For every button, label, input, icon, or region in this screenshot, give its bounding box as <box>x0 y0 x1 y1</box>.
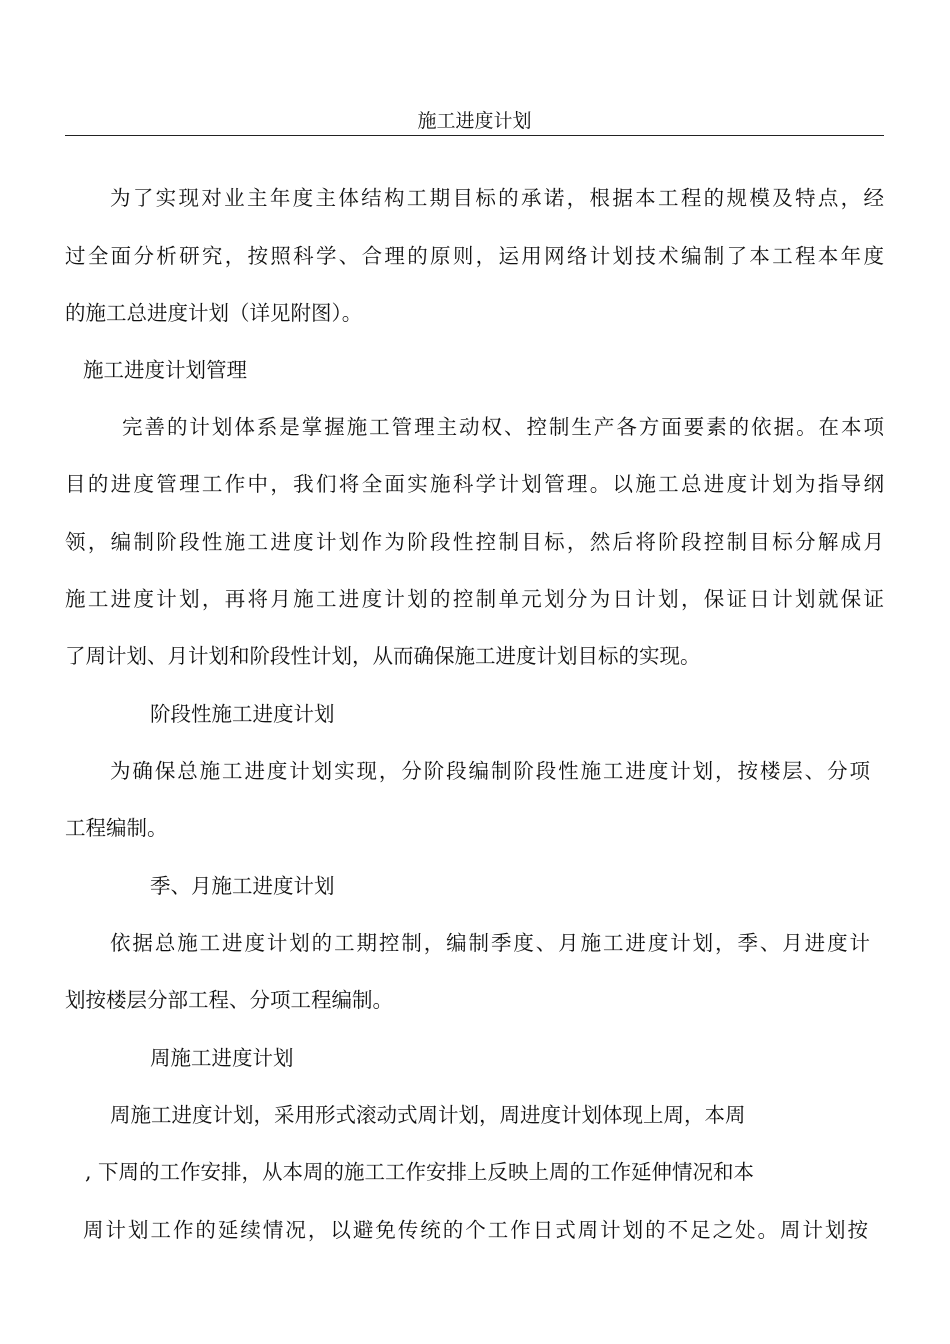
week-line-2: , 下周的工作安排，从本周的施工工作安排上反映上周的工作延伸情况和本 <box>85 1160 755 1184</box>
section-heading-management: 施工进度计划管理 <box>83 358 247 382</box>
phase-line-1: 为确保总施工进度计划实现，分阶段编制阶段性施工进度计划，按楼层、分项 <box>110 759 870 783</box>
management-line-1: 完善的计划体系是掌握施工管理主动权、控制生产各方面要素的依据。在本项 <box>122 415 884 439</box>
phase-line-2: 工程编制。 <box>65 816 168 840</box>
quarter-month-line-1: 依据总施工进度计划的工期控制，编制季度、月施工进度计划，季、月进度计 <box>110 931 870 955</box>
quarter-month-line-2: 划按楼层分部工程、分项工程编制。 <box>65 988 393 1012</box>
management-line-4: 施工进度计划，再将月施工进度计划的控制单元划分为日计划，保证日计划就保证 <box>65 587 884 611</box>
page-title: 施工进度计划 <box>65 107 884 136</box>
intro-line-1: 为了实现对业主年度主体结构工期目标的承诺，根据本工程的规模及特点，经 <box>110 186 884 210</box>
management-line-2: 目的进度管理工作中，我们将全面实施科学计划管理。以施工总进度计划为指导纲 <box>65 472 884 496</box>
management-line-5: 了周计划、月计划和阶段性计划，从而确保施工进度计划目标的实现。 <box>65 644 701 668</box>
management-line-3: 领，编制阶段性施工进度计划作为阶段性控制目标，然后将阶段控制目标分解成月 <box>65 530 884 554</box>
section-heading-phase: 阶段性施工进度计划 <box>150 702 335 726</box>
intro-line-2: 过全面分析研究，按照科学、合理的原则，运用网络计划技术编制了本工程本年度 <box>65 244 884 268</box>
intro-line-3: 的施工总进度计划（详见附图）。 <box>65 301 363 325</box>
week-line-3: 周计划工作的延续情况，以避免传统的个工作日式周计划的不足之处。周计划按 <box>83 1218 868 1242</box>
section-heading-quarter-month: 季、月施工进度计划 <box>150 874 335 898</box>
week-line-1: 周施工进度计划，采用形式滚动式周计划，周进度计划体现上周，本周 <box>110 1103 746 1127</box>
section-heading-week: 周施工进度计划 <box>150 1046 294 1070</box>
